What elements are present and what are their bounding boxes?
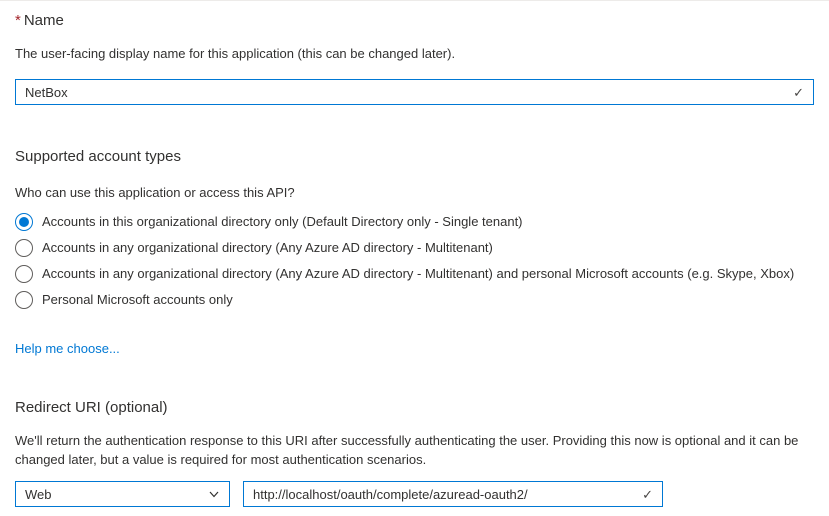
account-type-label: Personal Microsoft accounts only (42, 292, 233, 307)
platform-select-value: Web (25, 486, 52, 502)
name-input-value: NetBox (25, 84, 68, 100)
chevron-down-icon (208, 488, 220, 500)
check-icon: ✓ (642, 486, 653, 502)
check-icon: ✓ (793, 84, 804, 100)
account-types-section (15, 147, 814, 358)
account-type-option-multitenant[interactable] (15, 239, 814, 257)
account-type-label: Accounts in any organizational directory (Any Azure AD directory - Multitenant) and personal Microsoft accounts (e.g. Skype, Xbox) (42, 266, 795, 281)
app-registration-form (0, 1, 829, 507)
account-type-option-personal-only[interactable] (15, 291, 814, 309)
account-type-option-single-tenant[interactable] (15, 213, 814, 231)
redirect-uri-heading: Redirect URI (optional) (15, 399, 168, 416)
account-type-label: Accounts in this organizational directory only (Default Directory only - Single tenant) (42, 214, 523, 229)
help-me-choose-link[interactable]: Help me choose... (15, 341, 120, 356)
name-field-heading (15, 11, 814, 31)
name-field-label: Name (23, 12, 64, 29)
radio-dot (19, 217, 29, 227)
account-type-option-multitenant-personal[interactable] (15, 265, 814, 283)
redirect-uri-value: http://localhost/oauth/complete/azuread-oauth2/ (253, 486, 528, 502)
radio-button-icon[interactable] (15, 239, 33, 257)
account-types-radio-group (15, 213, 814, 309)
radio-dot (19, 295, 29, 305)
radio-button-icon[interactable] (15, 265, 33, 283)
required-marker: * (15, 12, 21, 29)
platform-select[interactable] (15, 481, 230, 507)
radio-button-icon[interactable] (15, 291, 33, 309)
radio-dot (19, 243, 29, 253)
radio-dot (19, 269, 29, 279)
redirect-uri-description: We'll return the authentication response to this URI after successfully authenticating the user. Providing this now is optional and it can be changed later, but a value is required for most authentication scenarios. (15, 433, 799, 467)
redirect-uri-section (15, 398, 814, 507)
account-types-question: Who can use this application or access this API? (15, 185, 295, 200)
radio-button-icon[interactable] (15, 213, 33, 231)
name-field-description: The user-facing display name for this application (this can be changed later). (15, 46, 456, 61)
account-types-heading: Supported account types (15, 148, 181, 165)
redirect-uri-input[interactable] (243, 481, 663, 507)
account-type-label: Accounts in any organizational directory (Any Azure AD directory - Multitenant) (42, 240, 493, 255)
name-input[interactable] (15, 79, 814, 105)
redirect-uri-controls (15, 481, 814, 507)
